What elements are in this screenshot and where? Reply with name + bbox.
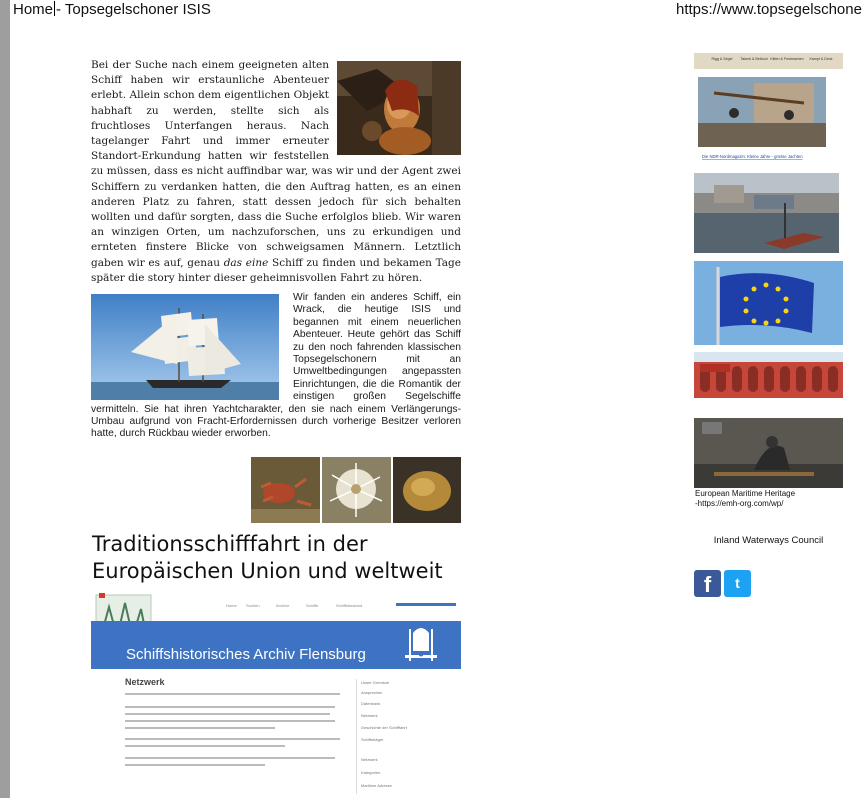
archive-screenshot[interactable] — [91, 593, 461, 798]
archive-nav-0[interactable]: Home — [226, 603, 237, 608]
home-link[interactable]: Home — [13, 1, 54, 18]
archive-menu-7[interactable]: Kategorien — [361, 770, 381, 775]
ndr-tab-2[interactable]: Kitten & Festmachen — [770, 57, 804, 61]
ndr-tab-3[interactable]: Kampf & Deck — [809, 57, 833, 61]
facebook-icon[interactable] — [694, 570, 721, 597]
ndr-video-thumbnail[interactable] — [694, 53, 843, 163]
facebook-glyph: f — [703, 572, 712, 597]
twitter-icon[interactable] — [724, 570, 751, 597]
archive-menu-4[interactable]: Geschichte der Schifffahrt — [361, 725, 407, 730]
text-caret — [54, 1, 55, 16]
top-bar — [13, 0, 864, 20]
section-heading: Traditionsschifffahrt in der Europäischen Union und weltweit — [92, 532, 443, 583]
url-text: https://www.topsegelschone — [676, 1, 862, 18]
archive-nav-2[interactable]: Archive — [276, 603, 290, 608]
sailing-ship-image — [91, 294, 279, 400]
bell-logo — [405, 628, 437, 661]
archive-menu-0[interactable]: Unser Gremium — [361, 680, 390, 685]
inland-waterways-council[interactable]: Inland Waterways Council — [713, 535, 824, 546]
archive-menu-3[interactable]: Netzwerk — [361, 713, 378, 718]
archive-section-title: Netzwerk — [125, 677, 165, 687]
ndr-caption[interactable]: Die NDR-Nordmagazin: Kleine Jahre - grosse Jachten — [702, 154, 803, 159]
emh-caption[interactable]: European Maritime Heritage -https://emh-org.com/wp/ — [695, 489, 796, 508]
sponge-image — [393, 457, 461, 523]
archive-nav-4[interactable]: Schiffsbestand — [336, 603, 363, 608]
ndr-tab-0[interactable]: Rigg & Segel — [711, 57, 733, 61]
intro-paragraph — [91, 58, 461, 286]
eu-flag-image[interactable] — [694, 261, 843, 345]
aqueduct-image[interactable] — [694, 352, 843, 398]
page-title: - Topsegelschoner ISIS — [56, 1, 211, 18]
left-gray-bar — [0, 0, 10, 798]
ship-text: Wir fanden ein anderes Schiff, ein Wrack, die heutige ISIS und begannen mit einem neuerlichen Abenteuer. Heute gehört das Schiff zu den noch fahrenden klassischen Topsegelschonern mit an Umweltbedingungen angepassten Einrichtungen, die die Romantik der einstigen großen Segelschiffe vermitteln. Sie hat ihren Yachtcharakter, den sie nach einem Verlängerungs-Umbau aufgrund von Fracht-Erfordernissen durch vorherige Besitzer verloren hatte, durch Rückbau wieder erworben. — [91, 292, 461, 440]
archive-menu-5[interactable]: Schiffsträger — [361, 737, 384, 742]
figurehead-image — [337, 61, 461, 155]
archive-nav-1[interactable]: Suchen — [246, 603, 260, 608]
intro-text-b: Schiff zu finden und bekamen Tage später die story hinter dieser geheimnisvollen Fahrt zu hören. — [91, 256, 461, 284]
ndr-tab-1[interactable]: Takerk & Beiboot — [740, 57, 768, 61]
crab-image — [251, 457, 320, 523]
intro-text-em: das eine — [223, 256, 269, 269]
harbor-image[interactable] — [694, 173, 839, 253]
top-left — [13, 0, 211, 20]
archive-menu-8[interactable]: Maritime Adresse — [361, 783, 392, 788]
ship-paragraph — [91, 292, 461, 441]
archive-menu-2[interactable]: Datenbank — [361, 701, 381, 706]
twitter-glyph: t — [735, 575, 740, 591]
anemone-image — [322, 457, 391, 523]
intro-text-a: Bei der Suche nach einem geeigneten alten Schiff haben wir erstaunliche Abenteuer erlebt. Allein schon dem eigentlichen Objekt habhaft zu werden, stellte sich als fruchtloses Unterfangen heraus. Nach tagelanger Fahrt und immer erneuter Standort-Erkundung hatten wir feststellen zu müssen, dass es nicht auffindbar war, was wir und der Agent zwei Schiffern zu verdanken hatten, die den Auftrag hatten, es an einen anderen Platz zu fahren, statt dessen jedoch für sich behalten wollten und dafür sorgten, dass die Suche erfolglos blieb. Wir waren an winzigen Orten, um nachzuforschen, uns zu erkundigen und ernteten finstere Blicke von schweigsamen Männern. Letztlich gaben wir es auf, genau — [91, 59, 461, 269]
archive-menu-1[interactable]: Ansprechen — [361, 690, 383, 695]
archive-banner: Schiffshistorisches Archiv Flensburg — [126, 646, 366, 663]
emh-image[interactable] — [694, 418, 843, 488]
archive-menu-6[interactable]: Netzwerk — [361, 757, 378, 762]
archive-nav-3[interactable]: Schiffe — [306, 603, 319, 608]
